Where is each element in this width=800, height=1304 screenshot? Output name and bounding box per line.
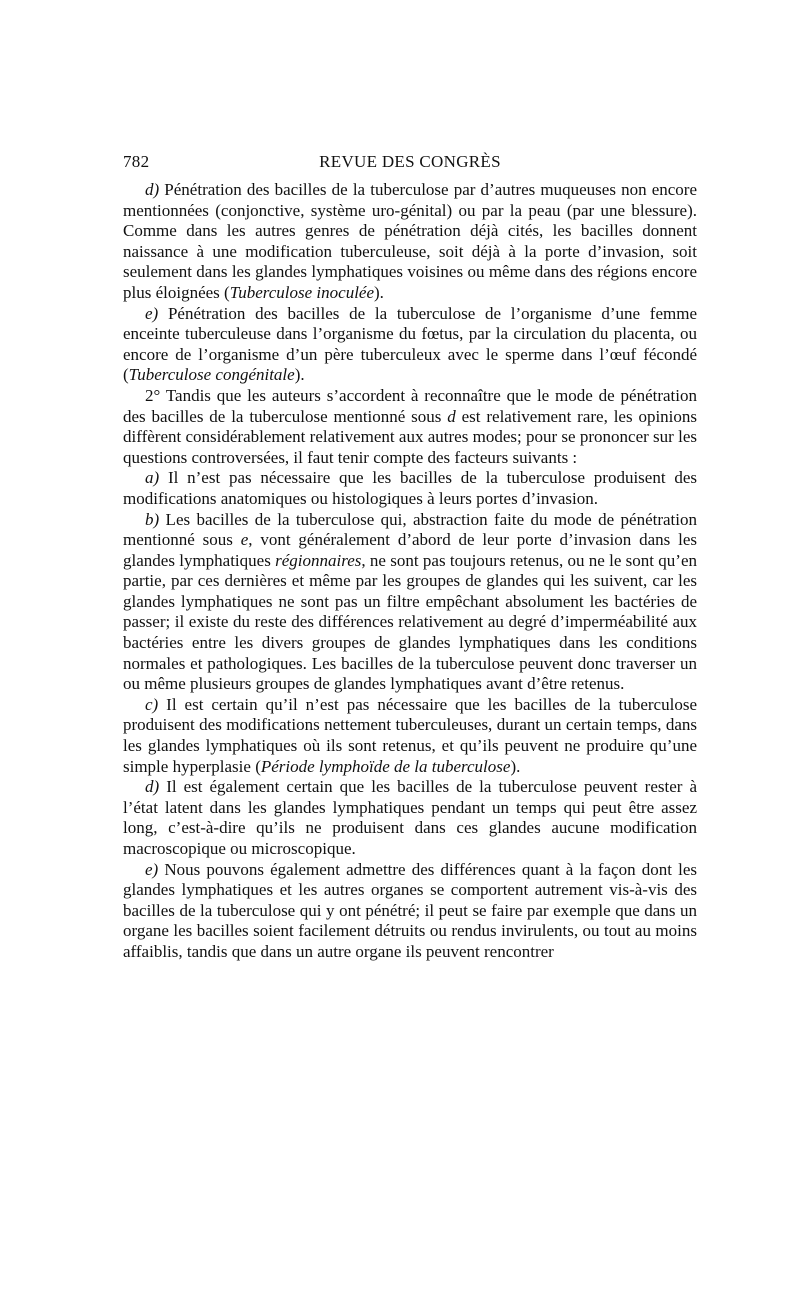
text-run: , vont généralement d’abord de leur porte d’invasion dans les glandes lymphatiques (123, 530, 697, 570)
italic-text: Période lymphoïde de la tuberculose (260, 756, 511, 776)
paragraph-label: d) (145, 777, 160, 797)
text-run: Il n’est pas nécessaire que les bacilles de la tuberculose produisent des modifications anatomiques ou histologiques à leurs portes d’invasion. (123, 468, 697, 508)
text-run: 2° Tandis que les auteurs s’accordent à reconnaître que le mode de pénétration des bacilles de la tuberculose mentionné sous (123, 385, 697, 426)
italic-text: régionnaires (275, 550, 362, 570)
text-run: Nous pouvons également admettre des différences quant à la façon dont les glandes lymphatiques et les autres organes se comportent autrement vis-à-vis des bacilles de la tuberculose qui y ont pénétré; il peut se faire par exemple que dans un organe les bacilles soient facilement détruits ou rendus invirulents, ou tout au moins affaiblis, tandis que dans un autre organe ils peuvent rencontrer (123, 859, 697, 961)
paragraph (123, 777, 697, 859)
paragraph-label: e) (145, 859, 159, 879)
text-run: Il est certain qu’il n’est pas nécessaire que les bacilles de la tuberculose produisent des modifications nettement tuberculeuses, durant un certain temps, dans les glandes lymphatiques où ils sont retenus, et qu’ils peuvent ne produire qu’une simple hyperplasie ( (123, 694, 697, 776)
page-number: 782 (123, 152, 150, 171)
text-run: ). (374, 282, 384, 302)
text-run: Il est également certain que les bacilles de la tuberculose peuvent rester à l’état latent dans les glandes lymphatiques pendant un temps qui peut être assez long, c’est-à-dire qu’ils ne produisent dans ces glandes aucune modification macroscopique ou microscopique. (123, 777, 697, 858)
italic-text: Tuberculose congénitale (128, 365, 295, 385)
italic-text: d (447, 406, 456, 426)
paragraph (123, 695, 697, 777)
text-run: est relativement rare, les opinions diffèrent considérablement relativement aux autres modes; pour se prononcer sur les questions controversées, il faut tenir compte des facteurs suivants : (123, 406, 698, 467)
paragraph-label: e) (145, 303, 159, 323)
text-run: Pénétration des bacilles de la tuberculose de l’organisme d’une femme enceinte tuberculeuse dans l’organisme du fœtus, par la circulation du placenta, ou encore de l’organisme d’un père tuberculeux avec le sperme dans l’œuf fécondé ( (123, 303, 697, 385)
paragraph (123, 386, 697, 468)
running-title: REVUE DES CONGRÈS (319, 152, 501, 171)
paragraph-label: c) (145, 694, 159, 714)
paragraph (123, 180, 697, 304)
paragraph (123, 860, 697, 963)
paragraph (123, 304, 697, 386)
text-run: ). (294, 365, 305, 385)
paragraph-label: b) (145, 509, 160, 529)
italic-text: e (240, 530, 249, 550)
paragraph (123, 510, 697, 695)
body-text (123, 180, 697, 963)
paragraph-label: d) (145, 180, 160, 199)
text-run: Pénétration des bacilles de la tuberculose par d’autres muqueuses non encore mentionnées (conjonctive, système uro-génital) ou par la peau (par une blessure). Comme dans les autres genres de pénétration déjà cités, les bacilles donnent naissance à une modification tuberculeuse, soit déjà à la porte d’invasion, soit seulement dans les glandes lymphatiques voisines ou même dans des régions encore plus éloignées ( (123, 180, 697, 302)
page (123, 152, 697, 963)
text-run: , ne sont pas toujours retenus, ou ne le sont qu’en partie, par ces dernières et même par les groupes de glandes qui les suivent, car les glandes lymphatiques ne sont pas un filtre empêchant absolument les bactéries de passer; il existe du reste des différences relativement au degré d’imperméabilité aux bactéries entre les divers groupes de glandes lymphatiques dans les conditions normales et pathologiques. Les bacilles de la tuberculose peuvent donc traverser un ou même plusieurs groupes de glandes lymphatiques avant d’être retenus. (123, 550, 698, 694)
text-run: Les bacilles de la tuberculose qui, abstraction faite du mode de pénétration mentionné sous (123, 509, 697, 550)
paragraph-label: a) (145, 468, 160, 488)
italic-text: Tuberculose inoculée (229, 282, 375, 302)
paragraph (123, 468, 697, 509)
text-run: ). (510, 756, 521, 776)
page-header (123, 152, 697, 180)
